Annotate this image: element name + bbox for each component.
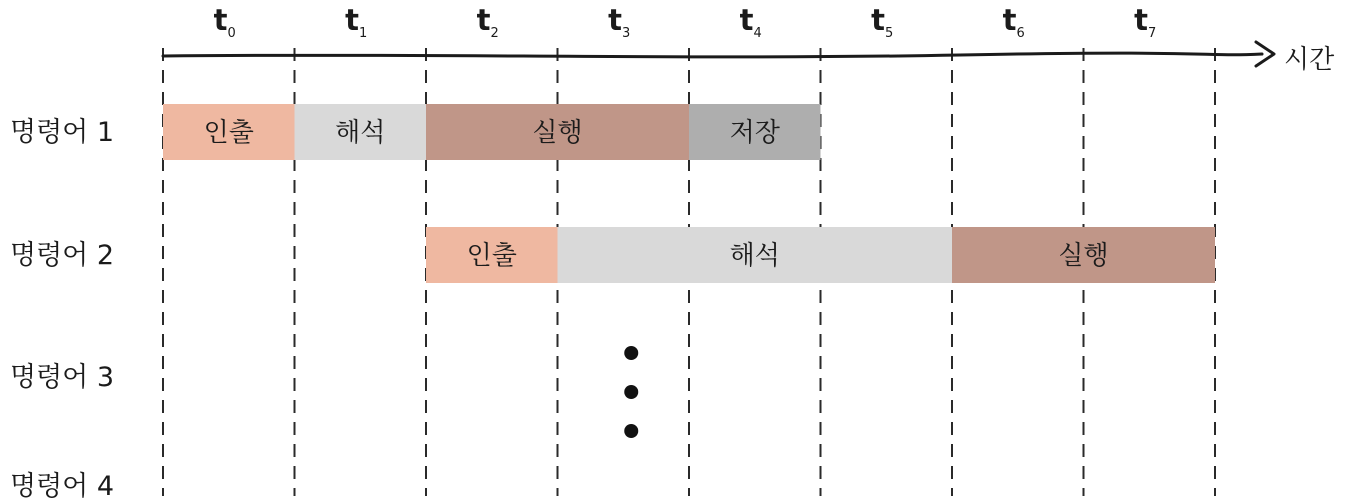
stage-bars (163, 104, 1215, 283)
row-labels (10, 117, 114, 501)
continuation-dot-1 (624, 346, 638, 360)
stage-bar-row1-1 (163, 104, 295, 160)
tick-label-1: $t_1$ (345, 3, 368, 41)
continuation-dot-2 (624, 385, 638, 399)
tick-label-6: $t_6$ (1002, 3, 1025, 41)
continuation-dot-3 (624, 424, 638, 438)
tick-labels (214, 3, 1157, 41)
stage-label: 실행 (1058, 241, 1109, 271)
stage-label: 실행 (532, 118, 583, 148)
tick-label-0: $t_0$ (213, 3, 236, 41)
stage-label: 해석 (729, 241, 780, 271)
time-axis (163, 42, 1334, 75)
stage-label: 인출 (203, 118, 254, 148)
continuation-dots (624, 346, 638, 438)
row-label-3: 명령어 3 (10, 362, 115, 393)
time-axis-line (163, 53, 1262, 57)
stage-bar-row2-1 (426, 227, 558, 283)
stage-bar-row1-2 (295, 104, 427, 160)
stage-label: 인출 (466, 241, 517, 271)
tick-label-5: $t_5$ (871, 3, 894, 41)
tick-label-4: $t_4$ (739, 3, 762, 41)
row-label-2: 명령어 2 (10, 240, 115, 271)
stage-label: 해석 (335, 118, 386, 148)
stage-bar-row2-2 (558, 227, 953, 283)
row-label-4: 명령어 4 (10, 471, 115, 501)
tick-label-3: $t_3$ (608, 3, 631, 41)
tick-label-2: $t_2$ (476, 3, 499, 41)
time-axis-label: 시간 (1284, 45, 1335, 75)
stage-bar-row2-3 (952, 227, 1215, 283)
stage-bar-row1-3 (426, 104, 689, 160)
row-label-1: 명령어 1 (10, 117, 115, 148)
tick-label-7: $t_7$ (1134, 3, 1157, 41)
stage-bar-row1-4 (689, 104, 821, 160)
stage-label: 저장 (729, 118, 780, 148)
